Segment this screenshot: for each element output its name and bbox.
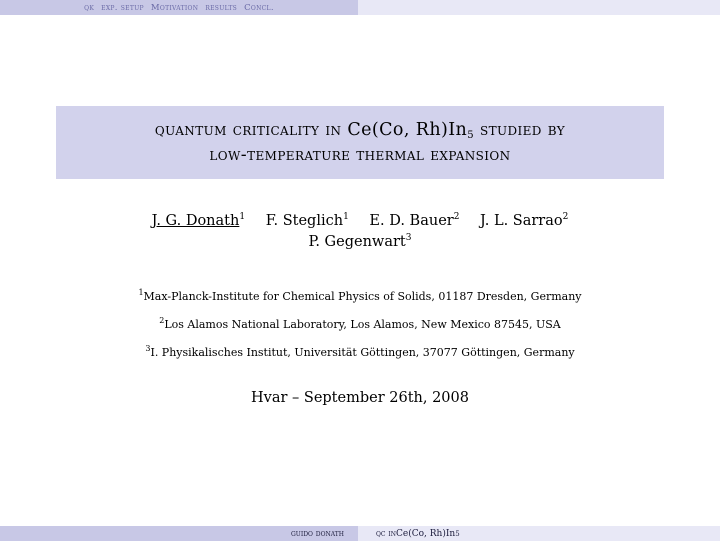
- author-affiliation-mark: 2: [453, 212, 460, 222]
- title-formula-main: Ce(Co, Rh)In: [347, 119, 468, 140]
- affiliation-text: Los Alamos National Laboratory, Los Alamos, New Mexico 87545, USA: [164, 318, 561, 331]
- author-gegenwart: [309, 234, 412, 250]
- author-affiliation-mark: 1: [239, 212, 246, 222]
- author-affiliation-mark: 1: [343, 212, 349, 222]
- title-line-2: low-temperature thermal expansion: [209, 144, 511, 165]
- footer-title-prefix: qc in: [376, 528, 396, 539]
- presenting-author-name: J. G. Donath: [151, 213, 240, 229]
- affiliation-3: [0, 346, 720, 359]
- nav-item-exp-setup[interactable]: exp. setup: [101, 2, 144, 13]
- footer-short-title: qc in Ce(Co, Rh)In 5: [358, 526, 720, 541]
- footline: [0, 526, 720, 541]
- author-steglich: [266, 213, 349, 229]
- footer-author: guido donath: [0, 526, 358, 541]
- affiliation-text: Max-Planck-Institute for Chemical Physics of Solids, 01187 Dresden, Germany: [143, 290, 582, 303]
- title-formula-subscript: 5: [467, 129, 474, 141]
- title-formula: [347, 120, 474, 140]
- author-sarrao: [480, 213, 568, 229]
- nav-item-qk[interactable]: qk: [84, 2, 95, 13]
- title-tail: studied by: [473, 119, 566, 140]
- nav-item-conclusions[interactable]: Concl.: [244, 2, 274, 13]
- affiliation-2: [0, 318, 720, 331]
- author-affiliation-mark: 3: [405, 233, 412, 243]
- affiliation-mark: 2: [159, 316, 165, 325]
- title-line-1: [155, 118, 565, 143]
- author-name: J. L. Sarrao: [480, 213, 563, 229]
- author-donath: [152, 213, 245, 229]
- author-list: [0, 211, 720, 253]
- affiliation-1: [0, 290, 720, 303]
- author-affiliation-mark: 2: [562, 212, 569, 222]
- event-date: Hvar – September 26th, 2008: [251, 390, 469, 406]
- nav-item-results[interactable]: results: [205, 2, 238, 13]
- affiliation-text: I. Physikalisches Institut, Universität Göttingen, 37077 Göttingen, Germany: [150, 346, 575, 359]
- author-name: E. D. Bauer: [369, 213, 454, 229]
- author-name: F. Steglich: [265, 213, 344, 229]
- headline-navigation-bar: [0, 0, 720, 15]
- section-nav: [0, 0, 358, 15]
- affiliation-mark: 3: [145, 344, 151, 353]
- footer-title-formula: Ce(Co, Rh)In: [396, 528, 456, 539]
- nav-item-motivation[interactable]: Motivation: [150, 2, 199, 13]
- author-row-1: [0, 211, 720, 232]
- author-name: P. Gegenwart: [308, 234, 406, 250]
- title-text: quantum criticality in: [154, 119, 348, 140]
- title-box: [56, 106, 664, 179]
- affiliation-mark: 1: [138, 288, 144, 297]
- author-bauer: [369, 213, 459, 229]
- author-row-2: [0, 232, 720, 253]
